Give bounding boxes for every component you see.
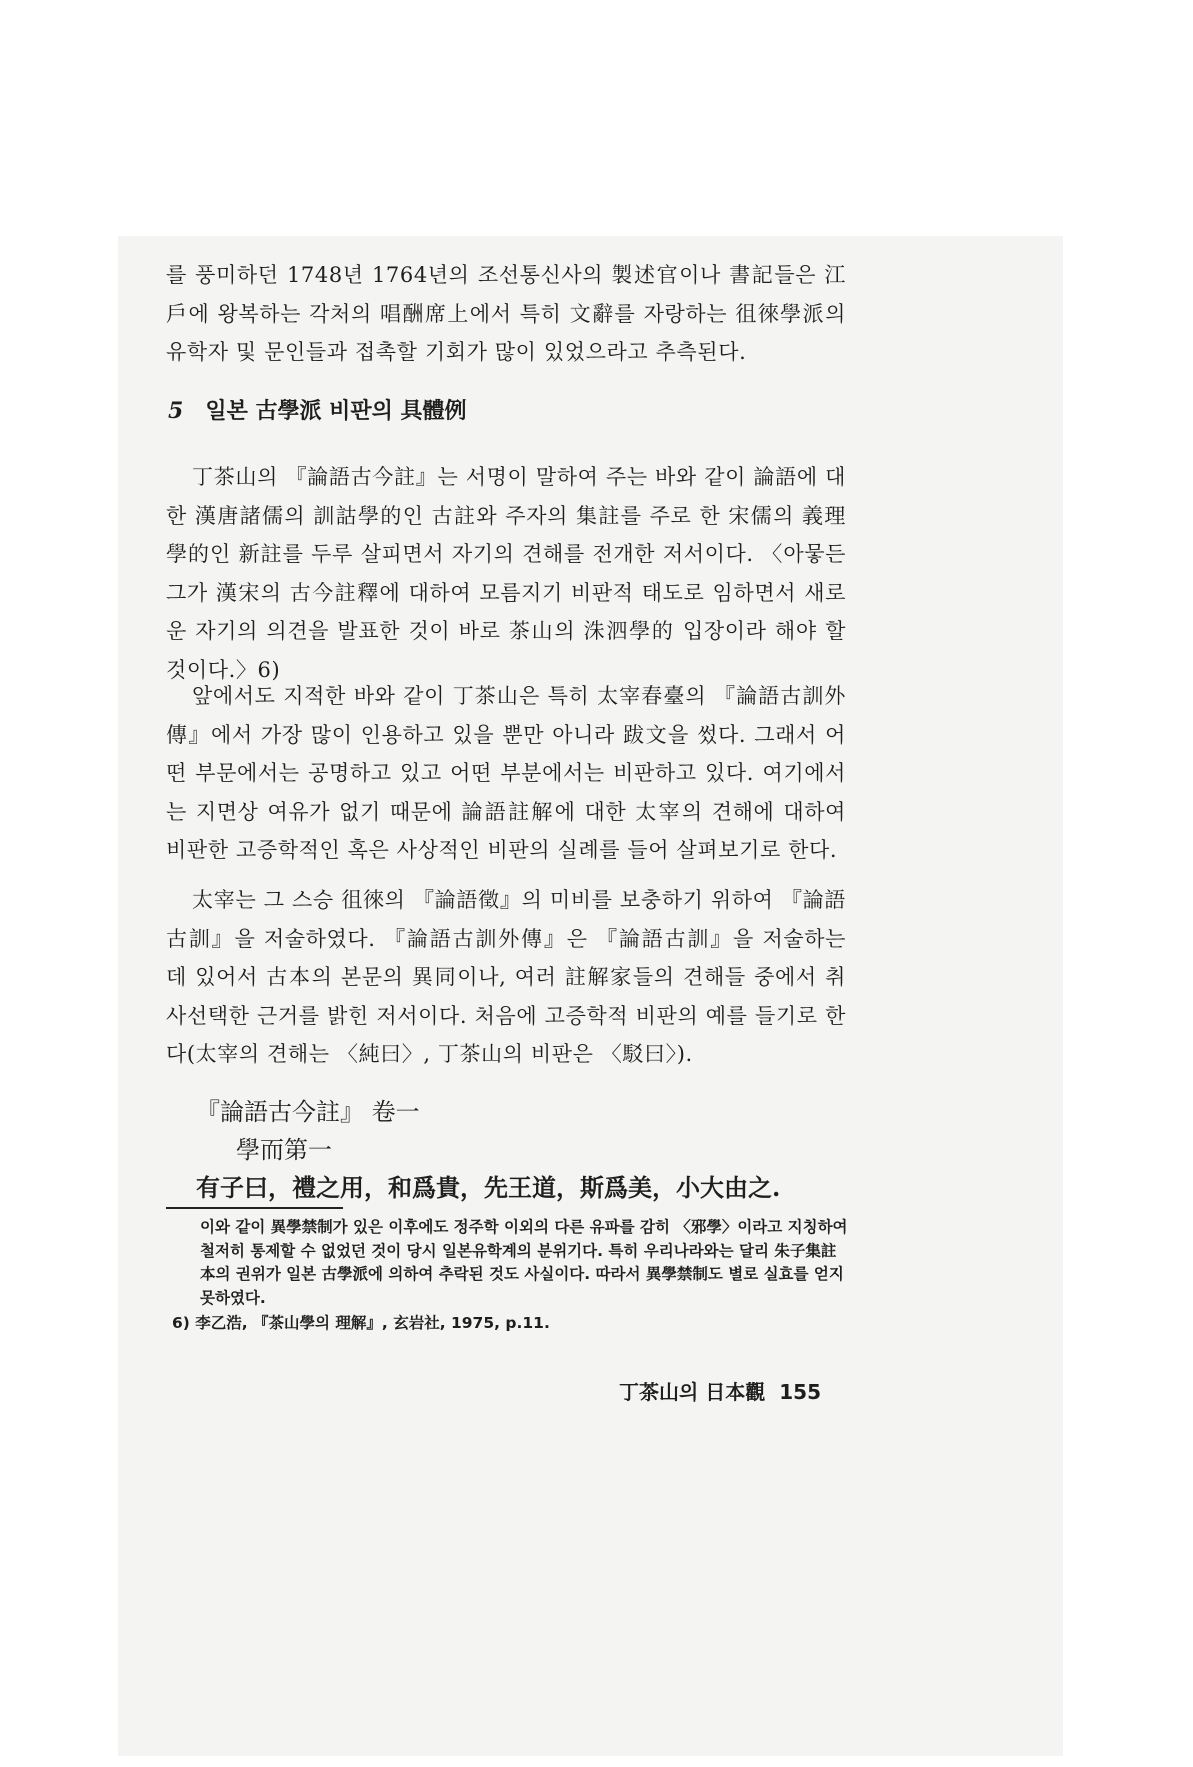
- footnote-divider: [166, 1207, 343, 1209]
- body-paragraph: 太宰는 그 스승 徂徠의 『論語徵』의 미비를 보충하기 위하여 『論語古訓』을 저술하였다. 『論語古訓外傳』은 『論語古訓』을 저술하는 데 있어서 古本의 본문의 異同이나, 여러 註解家들의 견해들 중에서 취사선택한 근거를 밝힌 저서이다. 처음에 고증학적 비판의 예를 들기로 한다(太宰의 견해는 〈純曰〉, 丁茶山의 비판은 〈駁曰〉).: [166, 888, 846, 1066]
- page-footer: [619, 1376, 821, 1405]
- body-paragraph: 앞에서도 지적한 바와 같이 丁茶山은 특히 太宰春臺의 『論語古訓外傳』에서 가장 많이 인용하고 있을 뿐만 아니라 跋文을 썼다. 그래서 어떤 부문에서는 공명하고 있고 어떤 부분에서는 비판하고 있다. 여기에서는 지면상 여유가 없기 때문에 論語註解에 대한 太宰의 견해에 대하여 비판한 고증학적인 혹은 사상적인 비판의 실례를 들어 살펴보기로 한다.: [166, 684, 846, 862]
- body-paragraph: 丁茶山의 『論語古今註』는 서명이 말하여 주는 바와 같이 論語에 대한 漢唐諸儒의 訓詁學的인 古註와 주자의 集註를 주로 한 宋儒의 義理學的인 新註를 두루 살피면서 자기의 견해를 전개한 저서이다. 〈아뭏든 그가 漢宋의 古今註釋에 대하여 모름지기 비판적 태도로 임하면서 새로운 자기의 의견을 발표한 것이 바로 茶山의 洙泗學的 입장이라 해야 할 것이다.〉6): [166, 465, 846, 682]
- quote-chapter-title: 學而第一: [236, 1136, 332, 1164]
- footnote-continued: 이와 같이 異學禁制가 있은 이후에도 정주학 이외의 다른 유파를 감히 〈邪學〉이라고 지칭하여 철저히 통제할 수 없었던 것이 당시 일본유학계의 분위기다. 특히 우리나라와는 달리 朱子集註本의 권위가 일본 古學派에 의하여 추락된 것도 사실이다. 따라서 異學禁制도 별로 실효를 얻지 못하였다.: [200, 1218, 848, 1307]
- running-title: 丁茶山의 日本觀: [618, 1380, 766, 1404]
- footnote-6: 6) 李乙浩, 『茶山學의 理解』, 玄岩社, 1975, p.11.: [172, 1314, 550, 1332]
- quote-book-title: 『論語古今註』 卷一: [196, 1098, 420, 1126]
- section-title: 일본 古學派 비판의 具體例: [205, 399, 467, 424]
- page-number: 155: [779, 1380, 821, 1404]
- section-number: 5: [168, 398, 184, 424]
- quote-verse: 有子曰，禮之用，和爲貴，先王道，斯爲美，小大由之.: [196, 1173, 781, 1202]
- paragraph-continued: 를 풍미하던 1748년 1764년의 조선통신사의 製述官이나 書記들은 江戶에 왕복하는 각처의 唱酬席上에서 특히 文辭를 자랑하는 徂徠學派의 유학자 및 문인들과 접촉할 기회가 많이 있었으라고 추측된다.: [166, 263, 846, 364]
- section-heading: [168, 394, 467, 425]
